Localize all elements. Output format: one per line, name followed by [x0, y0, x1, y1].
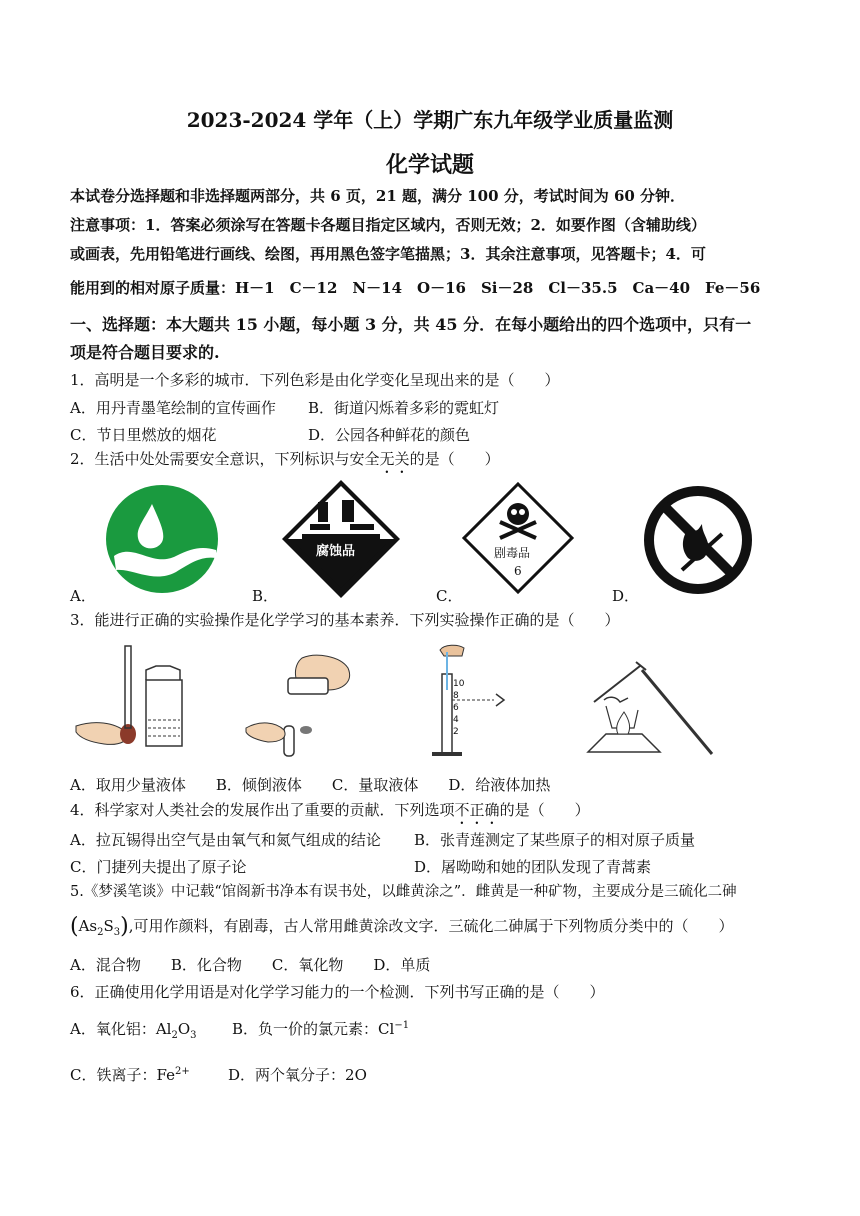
- corrosive-sign-icon: [280, 478, 402, 600]
- q2-stem-emphasis: 无关: [379, 450, 410, 468]
- toxic-sign-icon: [460, 480, 576, 596]
- q2-stem-post: 的是（ ）: [409, 450, 500, 468]
- section-heading-2: 项是符合题目要求的.: [70, 343, 220, 362]
- q6-option-d-formula: 2O: [345, 1066, 367, 1084]
- q6-option-a-label: A．氧化铝：: [70, 1020, 156, 1038]
- q6-option-d-label: D．两个氧分子：: [228, 1066, 346, 1084]
- q1-option-d: D．公园各种鲜花的颜色: [308, 426, 471, 444]
- water-saving-icon: [104, 484, 220, 594]
- q6-option-b: [232, 1018, 409, 1039]
- no-fire-sign-icon: [642, 484, 754, 596]
- q6-option-a-formula: $Al_2O_3$: [155, 1020, 197, 1041]
- exam-title: 2023-2024 学年（上）学期广东九年级学业质量监测: [186, 108, 674, 132]
- q5-options: A．混合物 B．化合物 C．氧化物 D．单质: [70, 956, 431, 974]
- q3-options: A．取用少量液体 B．倾倒液体 C．量取液体 D．给液体加热: [70, 776, 551, 794]
- q2-stem-pre: 2．生活中处处需要安全意识，下列标识与安全: [70, 450, 380, 468]
- dropper-figure-icon: [74, 636, 194, 752]
- q1-stem: 1．高明是一个多彩的城市．下列色彩是由化学变化呈现出来的是（ ）: [70, 371, 560, 389]
- intro-line-2: 注意事项：1．答案必须涂写在答题卡各题目指定区域内，否则无效；2．如要作图（含辅助线）: [70, 216, 706, 234]
- q4-option-a: A．拉瓦锡得出空气是由氧气和氮气组成的结论: [70, 831, 381, 849]
- pouring-figure-icon: [244, 650, 356, 758]
- q5-stem-line-1: 5.《梦溪笔谈》中记载“馆阁新书净本有误书处，以雌黄涂之”．雌黄是一种矿物，主要成分是三硫化二砷: [70, 884, 737, 900]
- q6-option-b-formula: $Cl^{-1}$: [378, 1020, 410, 1038]
- cylinder-tick-6: 6: [453, 703, 459, 713]
- exam-subtitle: 化学试题: [385, 152, 474, 178]
- q2-stem: [70, 449, 790, 477]
- q4-stem: [70, 800, 790, 828]
- q6-option-c-formula: $Fe^{2+}$: [156, 1066, 190, 1084]
- q4-stem-pre: 4．科学家对人类社会的发展作出了重要的贡献．下列选项: [70, 801, 455, 819]
- q6-stem: 6．正确使用化学用语是对化学学习能力的一个检测．下列书写正确的是（ ）: [70, 983, 605, 1001]
- graduated-cylinder-icon: [422, 644, 522, 758]
- q2-option-d: D．: [612, 587, 640, 605]
- q4-stem-emphasis: 不正确: [454, 801, 500, 819]
- toxic-sign-label: 剧毒品: [494, 546, 531, 560]
- cylinder-tick-8: 8: [453, 691, 459, 701]
- q6-option-c: [70, 1064, 190, 1085]
- q6-option-c-label: C．铁离子：: [70, 1066, 157, 1084]
- q6-option-b-label: B．负一价的氯元素：: [232, 1020, 379, 1038]
- q1-option-b: B．街道闪烁着多彩的霓虹灯: [308, 399, 500, 417]
- q2-option-a: A．: [70, 587, 96, 605]
- q6-option-a: [70, 1018, 197, 1041]
- section-heading-1: 一、选择题：本大题共 15 小题，每小题 3 分，共 45 分．在每小题给出的四个选项中，只有一: [70, 315, 752, 334]
- q1-option-a: A．用丹青墨笔绘制的宣传画作: [70, 399, 276, 417]
- q5-stem-line-2: $(As_2S_3)$,可用作颜料，有剧毒，古人常用雌黄涂改文字．三硫化二砷属于下列物质分类中的（ ）: [70, 914, 734, 939]
- intro-line-3: 或画表，先用铅笔进行画线、绘图，再用黑色签字笔描黑；3．其余注意事项，见答题卡；4．可: [70, 245, 706, 263]
- q2-option-c: C．: [436, 587, 463, 605]
- q4-option-c: C．门捷列夫提出了原子论: [70, 858, 247, 876]
- corrosive-sign-label: 腐蚀品: [316, 544, 356, 559]
- q6-option-d: [228, 1064, 367, 1085]
- q1-option-c: C．节日里燃放的烟花: [70, 426, 217, 444]
- cylinder-tick-10: 10: [453, 679, 465, 689]
- q4-option-b: B．张青莲测定了某些原子的相对原子质量: [414, 831, 696, 849]
- q4-option-d: D．屠呦呦和她的团队发现了青蒿素: [414, 858, 652, 876]
- q5-stem-text: ,可用作颜料，有剧毒，古人常用雌黄涂改文字．三硫化二砷属于下列物质分类中的（ ）: [128, 917, 734, 935]
- q4-stem-post: 的是（ ）: [499, 801, 590, 819]
- cylinder-tick-2: 2: [453, 727, 459, 737]
- heating-liquid-icon: [576, 656, 716, 758]
- intro-line-1: 本试卷分选择题和非选择题两部分，共 6 页，21 题，满分 100 分，考试时间为 60 分钟．: [70, 187, 686, 205]
- cylinder-tick-4: 4: [453, 715, 459, 725]
- toxic-sign-class: 6: [514, 564, 522, 578]
- q2-option-b: B．: [252, 587, 279, 605]
- q3-stem: 3．能进行正确的实验操作是化学学习的基本素养．下列实验操作正确的是（ ）: [70, 611, 620, 629]
- q5-formula: $As_2S_3$: [78, 917, 121, 938]
- intro-line-4: 能用到的相对原子质量：H－1 C－12 N－14 O－16 Si－28 Cl－35.5 Ca－40 Fe－56: [70, 279, 761, 297]
